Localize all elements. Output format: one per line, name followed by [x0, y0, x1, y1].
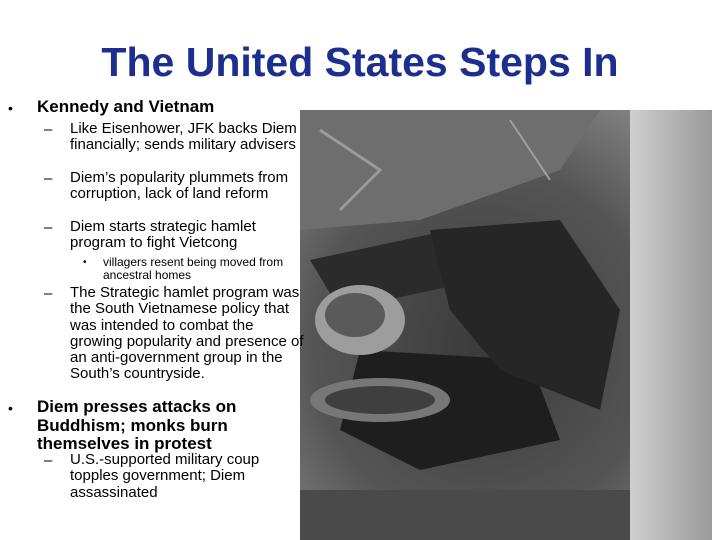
sub-villagers-resent: villagers resent being moved from ancestral homes	[103, 255, 284, 282]
dash-icon: –	[44, 121, 53, 138]
sub-jfk-backs-diem: Like Eisenhower, JFK backs Diem financially; sends military advisers	[70, 120, 297, 154]
dash-icon: –	[44, 170, 53, 187]
slide-title: The United States Steps In	[101, 39, 619, 85]
dash-icon: –	[44, 452, 53, 469]
bullet-icon: •	[8, 100, 13, 116]
sub-strategic-hamlet: Diem starts strategic hamlet program to fight Vietcong	[70, 218, 256, 252]
dash-icon: –	[44, 285, 53, 302]
sub-diem-popularity: Diem’s popularity plummets from corruption, lack of land reform	[70, 169, 289, 203]
bullet-diem-buddhism: Diem presses attacks on Buddhism; monks burn themselves in protest	[37, 397, 237, 453]
bullet-icon: •	[83, 257, 87, 268]
sub-hamlet-program-definition: The Strategic hamlet program was the South Vietnamese policy that was intended to combat the growing popularity and presence of an anti-government group in the South’s countryside.	[70, 284, 304, 383]
bullet-kennedy-vietnam: Kennedy and Vietnam	[37, 97, 215, 116]
dash-icon: –	[44, 219, 53, 236]
bullet-icon: •	[8, 400, 13, 416]
sub-military-coup: U.S.-supported military coup topples government; Diem assassinated	[70, 451, 260, 501]
